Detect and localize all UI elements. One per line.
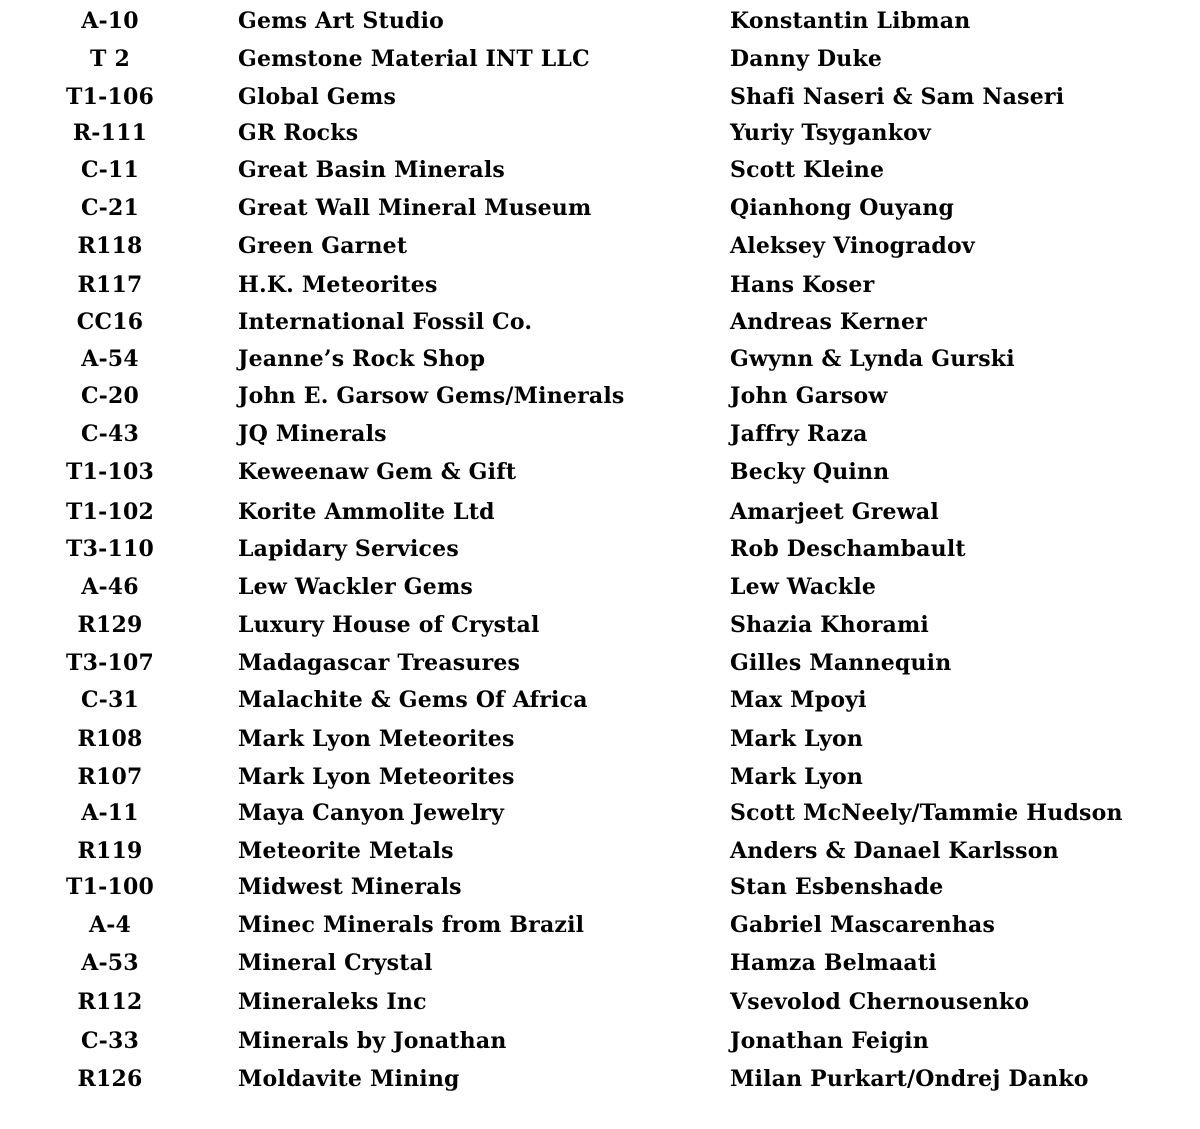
contact-name: Anders & Danael Karlsson [730,838,1059,864]
booth-number: A-46 [81,574,139,600]
contact-name: Mark Lyon [730,726,864,752]
booth-number: A-53 [81,950,139,976]
booth-number: R117 [77,272,143,298]
booth-number: R108 [77,726,143,752]
vendor-row [0,344,1200,374]
booth-number: T3-110 [66,536,154,562]
booth-number: A-54 [81,346,139,372]
contact-name: Scott Kleine [730,157,885,183]
company-name: Korite Ammolite Ltd [238,499,495,525]
booth-number: C-33 [80,1028,140,1054]
company-name: Mineral Crystal [238,950,433,976]
booth-number: T1-100 [66,874,154,900]
company-name: GR Rocks [238,120,359,146]
contact-name: Yuriy Tsygankov [730,120,932,146]
vendor-row [0,685,1200,715]
contact-name: Gwynn & Lynda Gurski [730,346,1015,372]
company-name: Mark Lyon Meteorites [238,764,515,790]
company-name: Keweenaw Gem & Gift [238,459,517,485]
vendor-row [0,1026,1200,1056]
company-name: JQ Minerals [238,421,387,447]
company-name: Gems Art Studio [238,8,445,34]
booth-number: R119 [77,838,143,864]
company-name: Minec Minerals from Brazil [238,912,585,938]
vendor-row [0,798,1200,828]
company-name: Minerals by Jonathan [238,1028,507,1054]
company-name: Great Basin Minerals [238,157,505,183]
booth-number: C-21 [80,195,140,221]
contact-name: Milan Purkart/Ondrej Danko [730,1066,1089,1092]
company-name: Malachite & Gems Of Africa [238,687,588,713]
contact-name: Scott McNeely/Tammie Hudson [730,800,1123,826]
contact-name: Lew Wackle [730,574,877,600]
company-name: Lapidary Services [238,536,459,562]
vendor-row [0,987,1200,1017]
booth-number: T1-106 [66,84,154,110]
company-name: Meteorite Metals [238,838,454,864]
company-name: Great Wall Mineral Museum [238,195,592,221]
booth-number: R112 [77,989,143,1015]
vendor-row [0,6,1200,36]
contact-name: Danny Duke [730,46,883,72]
company-name: International Fossil Co. [238,309,533,335]
company-name: Jeanne’s Rock Shop [238,346,486,372]
vendor-row [0,155,1200,185]
contact-name: Andreas Kerner [730,309,927,335]
vendor-row [0,118,1200,148]
vendor-row [0,534,1200,564]
booth-number: C-20 [80,383,140,409]
contact-name: Gabriel Mascarenhas [730,912,996,938]
contact-name: Hamza Belmaati [730,950,937,976]
contact-name: Vsevolod Chernousenko [730,989,1030,1015]
vendor-row [0,762,1200,792]
booth-number: R-111 [72,120,148,146]
vendor-row [0,270,1200,300]
contact-name: Aleksey Vinogradov [730,233,975,259]
vendor-row [0,44,1200,74]
vendor-row [0,82,1200,112]
booth-number: R107 [77,764,143,790]
company-name: Midwest Minerals [238,874,462,900]
vendor-row [0,307,1200,337]
booth-number: CC16 [76,309,144,335]
contact-name: Shafi Naseri & Sam Naseri [730,84,1065,110]
booth-number: T 2 [90,46,130,72]
vendor-row [0,910,1200,940]
booth-number: C-43 [80,421,140,447]
vendor-row [0,610,1200,640]
company-name: Maya Canyon Jewelry [238,800,505,826]
vendor-row [0,1064,1200,1094]
company-name: Moldavite Mining [238,1066,460,1092]
vendor-row [0,648,1200,678]
contact-name: Qianhong Ouyang [730,195,955,221]
vendor-row [0,419,1200,449]
vendor-row [0,497,1200,527]
contact-name: Hans Koser [730,272,875,298]
booth-number: A-11 [81,800,139,826]
company-name: Gemstone Material INT LLC [238,46,590,72]
company-name: John E. Garsow Gems/Minerals [238,383,625,409]
company-name: Luxury House of Crystal [238,612,540,638]
contact-name: Jonathan Feigin [730,1028,929,1054]
vendor-row [0,457,1200,487]
booth-number: R118 [77,233,143,259]
contact-name: Konstantin Libman [730,8,971,34]
booth-number: T1-103 [66,459,154,485]
contact-name: John Garsow [730,383,888,409]
vendor-row [0,381,1200,411]
vendor-row [0,193,1200,223]
booth-number: A-4 [88,912,132,938]
contact-name: Amarjeet Grewal [730,499,939,525]
vendor-row [0,724,1200,754]
company-name: Mineraleks Inc [238,989,427,1015]
vendor-row [0,836,1200,866]
company-name: Green Garnet [238,233,408,259]
contact-name: Becky Quinn [730,459,890,485]
booth-number: A-10 [81,8,139,34]
contact-name: Mark Lyon [730,764,864,790]
vendor-row [0,231,1200,261]
company-name: H.K. Meteorites [238,272,438,298]
contact-name: Jaffry Raza [730,421,868,447]
contact-name: Gilles Mannequin [730,650,952,676]
contact-name: Shazia Khorami [730,612,929,638]
booth-number: C-11 [80,157,140,183]
booth-number: T3-107 [66,650,154,676]
contact-name: Stan Esbenshade [730,874,944,900]
booth-number: T1-102 [66,499,154,525]
contact-name: Rob Deschambault [730,536,966,562]
contact-name: Max Mpoyi [730,687,867,713]
booth-number: R129 [77,612,143,638]
company-name: Mark Lyon Meteorites [238,726,515,752]
company-name: Lew Wackler Gems [238,574,474,600]
booth-number: R126 [77,1066,143,1092]
company-name: Global Gems [238,84,397,110]
company-name: Madagascar Treasures [238,650,521,676]
vendor-row [0,948,1200,978]
booth-number: C-31 [80,687,140,713]
vendor-row [0,572,1200,602]
vendor-row [0,872,1200,902]
